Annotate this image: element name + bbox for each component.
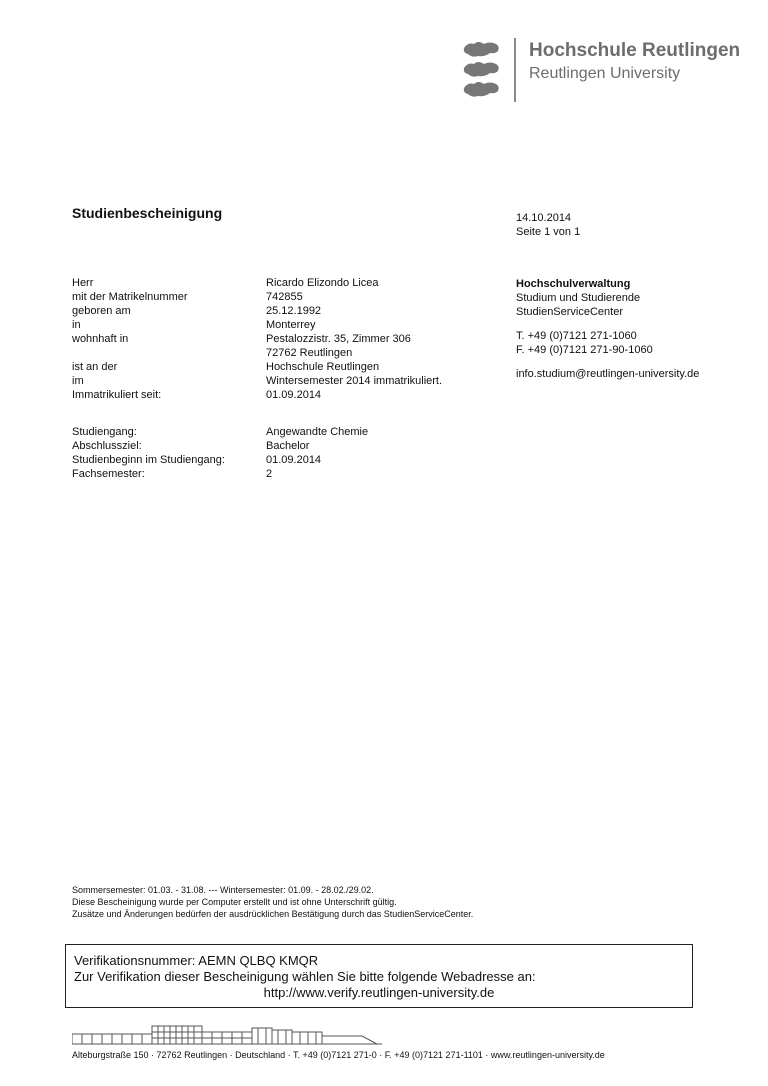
row-value: Bachelor — [266, 440, 310, 452]
table-row — [72, 360, 442, 374]
verification-instruction: Zur Verifikation dieser Bescheinigung wählen Sie bitte folgende Webadresse an: — [74, 969, 536, 984]
verification-box — [65, 944, 693, 1008]
page-indicator: Seite 1 von 1 — [516, 226, 581, 238]
row-value: 742855 — [266, 291, 303, 303]
table-row — [72, 318, 442, 332]
row-label: geboren am — [72, 305, 131, 317]
contact-unit: Studium und Studierende — [516, 292, 641, 304]
row-label: Immatrikuliert seit: — [72, 389, 162, 401]
row-label: ist an der — [72, 361, 118, 373]
table-row — [72, 388, 442, 402]
university-name-de: Hochschule Reutlingen — [529, 40, 741, 61]
table-row — [72, 439, 368, 453]
contact-department: Hochschulverwaltung — [516, 278, 631, 290]
table-row — [72, 332, 442, 346]
logo-divider — [514, 38, 516, 102]
study-data-table — [72, 425, 368, 481]
contact-center: StudienServiceCenter — [516, 306, 624, 318]
table-row — [72, 453, 368, 467]
row-value: Ricardo Elizondo Licea — [266, 277, 379, 289]
row-label: in — [72, 319, 81, 331]
footnote-changes: Zusätze und Änderungen bedürfen der ausdrücklichen Bestätigung durch das StudienServiceCenter. — [72, 909, 474, 919]
table-row — [72, 425, 368, 439]
table-row — [72, 276, 442, 290]
row-value: Monterrey — [266, 319, 316, 331]
row-value: 2 — [266, 468, 273, 480]
footer-address: Alteburgstraße 150 · 72762 Reutlingen · Deutschland · T. +49 (0)7121 271-0 · F. +49 (0)7121 271-1101 · www.reutlingen-university.de — [72, 1050, 605, 1060]
row-label: Abschlussziel: — [72, 440, 142, 452]
row-value: Angewandte Chemie — [266, 426, 369, 438]
row-value: 25.12.1992 — [266, 305, 322, 317]
row-label: Herr — [72, 277, 94, 289]
row-value: Hochschule Reutlingen — [266, 361, 380, 373]
row-value: 72762 Reutlingen — [266, 347, 353, 359]
personal-data-table — [72, 276, 442, 402]
lions-coat-of-arms-icon — [462, 40, 502, 102]
contact-fax: F. +49 (0)7121 271-90-1060 — [516, 344, 653, 356]
contact-email[interactable]: info.studium@reutlingen-university.de — [516, 368, 700, 380]
table-row — [72, 290, 442, 304]
verification-url[interactable]: http://www.verify.reutlingen-university.de — [263, 985, 495, 1000]
row-label — [72, 346, 266, 360]
document-title: Studienbescheinigung — [72, 205, 223, 221]
row-label: Fachsemester: — [72, 468, 145, 480]
footnotes — [72, 884, 473, 920]
footnote-validity: Diese Bescheinigung wurde per Computer erstellt und ist ohne Unterschrift gültig. — [72, 897, 397, 907]
row-label: mit der Matrikelnummer — [72, 291, 188, 303]
contact-block — [516, 277, 699, 381]
table-row — [72, 304, 442, 318]
table-row — [72, 374, 442, 388]
row-label: Studiengang: — [72, 426, 137, 438]
document-date: 14.10.2014 — [516, 212, 572, 224]
university-name-en: Reutlingen University — [529, 65, 681, 82]
table-row — [72, 467, 368, 481]
footnote-semester: Sommersemester: 01.03. - 31.08. --- Wintersemester: 01.09. - 28.02./29.02. — [72, 885, 374, 895]
row-value: 01.09.2014 — [266, 454, 322, 466]
row-label: im — [72, 375, 84, 387]
verification-number: Verifikationsnummer: AEMN QLBQ KMQR — [74, 953, 319, 968]
row-value: Wintersemester 2014 immatrikuliert. — [266, 375, 443, 387]
row-label: wohnhaft in — [72, 333, 129, 345]
row-value: 01.09.2014 — [266, 389, 322, 401]
contact-phone: T. +49 (0)7121 271-1060 — [516, 330, 637, 342]
row-value: Pestalozzistr. 35, Zimmer 306 — [266, 333, 411, 345]
table-row — [72, 346, 442, 360]
campus-skyline-icon — [72, 1020, 382, 1046]
row-label: Studienbeginn im Studiengang: — [72, 454, 225, 466]
